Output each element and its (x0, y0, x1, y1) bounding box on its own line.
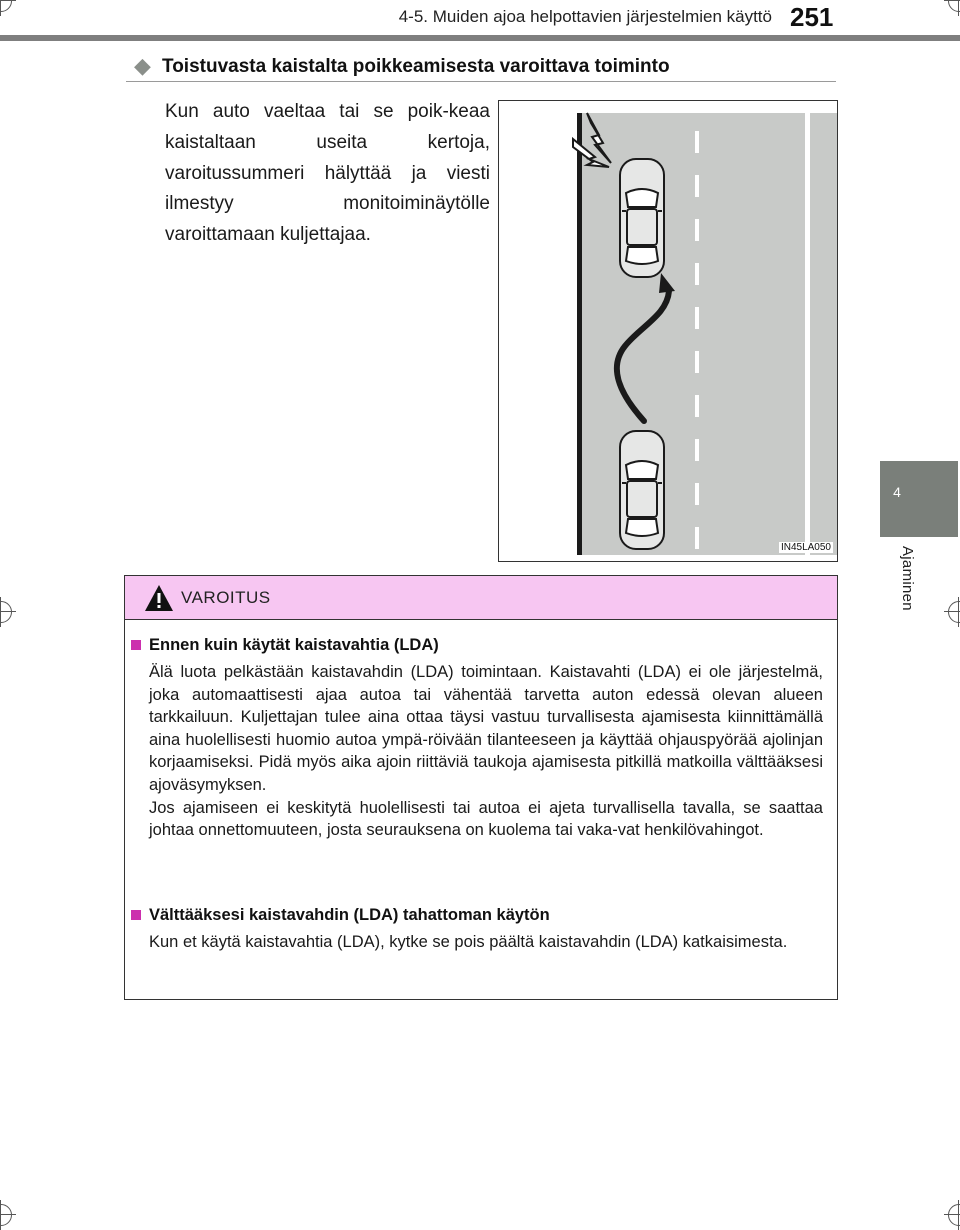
chapter-tab-number: 4 (893, 484, 901, 500)
bullet-square-icon (131, 640, 141, 650)
warning-item-body: Kun et käytä kaistavahtia (LDA), kytke se pois päältä kaistavahdin (LDA) katkaisimesta. (149, 933, 788, 951)
diamond-icon: ◆ (134, 53, 151, 78)
warning-item-body: Älä luota pelkästään kaistavahdin (LDA) toimintaan. Kaistavahti (LDA) ei ole järjestelmä, joka automaattisesti ajaa autoa tai vähentää tarvetta auton edessä olevan alueen tarkkailuun. Kuljettajan tulee aina ottaa täysi vastuu turvallisesta ajamisesta kiinnittämällä aina huolellisesti huomio autoa ympä-röivään tilanteeseen ja käyttää ohjauspyörää ajolinjan korjaamiseksi. Pidä myös aika ajoin riittäviä taukoja ajamisesta pitkillä matkoilla välttääksesi ajoväsymyksen. Jos ajamiseen ei keskitytä huolellisesti tai autoa ei ajeta turvallisella tavalla, se saattaa johtaa onnettomuuteen, josta seurauksena on kuolema tai vaka-vat henkilövahingot. (149, 663, 823, 840)
intro-paragraph: Kun auto vaeltaa tai se poik-keaa kaistaltaan useita kertoja, varoitussummeri hälyttää ja viesti ilmestyy monitoiminäytölle varoittamaan kuljettajaa. (165, 101, 490, 246)
car-top (620, 159, 664, 277)
chapter-title: 4-5. Muiden ajoa helpottavien järjestelmien käyttö (398, 7, 772, 26)
page-number: 251 (790, 2, 834, 32)
crop-mark-bottom-left (0, 1200, 16, 1230)
illustration-svg (499, 101, 837, 561)
crop-mark-top-left (0, 0, 16, 16)
crop-mark-left-mid (0, 597, 16, 627)
crop-mark-bottom-right (944, 1200, 960, 1230)
warning-box (124, 575, 838, 1000)
warning-item-title: Ennen kuin käytät kaistavahtia (LDA) (149, 636, 439, 654)
car-bottom (620, 431, 664, 549)
crop-mark-right-mid (944, 597, 960, 627)
crop-mark-top-right (944, 0, 960, 16)
figure-code: IN45LA050 (780, 542, 831, 553)
header-rule (0, 35, 960, 41)
lane-departure-illustration (498, 100, 838, 562)
warning-item-title: Välttääksesi kaistavahdin (LDA) tahattoman käytön (149, 906, 550, 924)
section-rule (126, 81, 836, 82)
bullet-square-icon (131, 910, 141, 920)
chapter-tab-label: Ajaminen (899, 546, 916, 611)
road-right-edge (805, 113, 810, 555)
warning-label: VAROITUS (181, 588, 271, 607)
warning-triangle-icon (144, 584, 174, 612)
warning-header (125, 576, 837, 620)
road-left-edge (577, 113, 582, 555)
section-title: Toistuvasta kaistalta poikkeamisesta varoittava toiminto (162, 56, 670, 77)
